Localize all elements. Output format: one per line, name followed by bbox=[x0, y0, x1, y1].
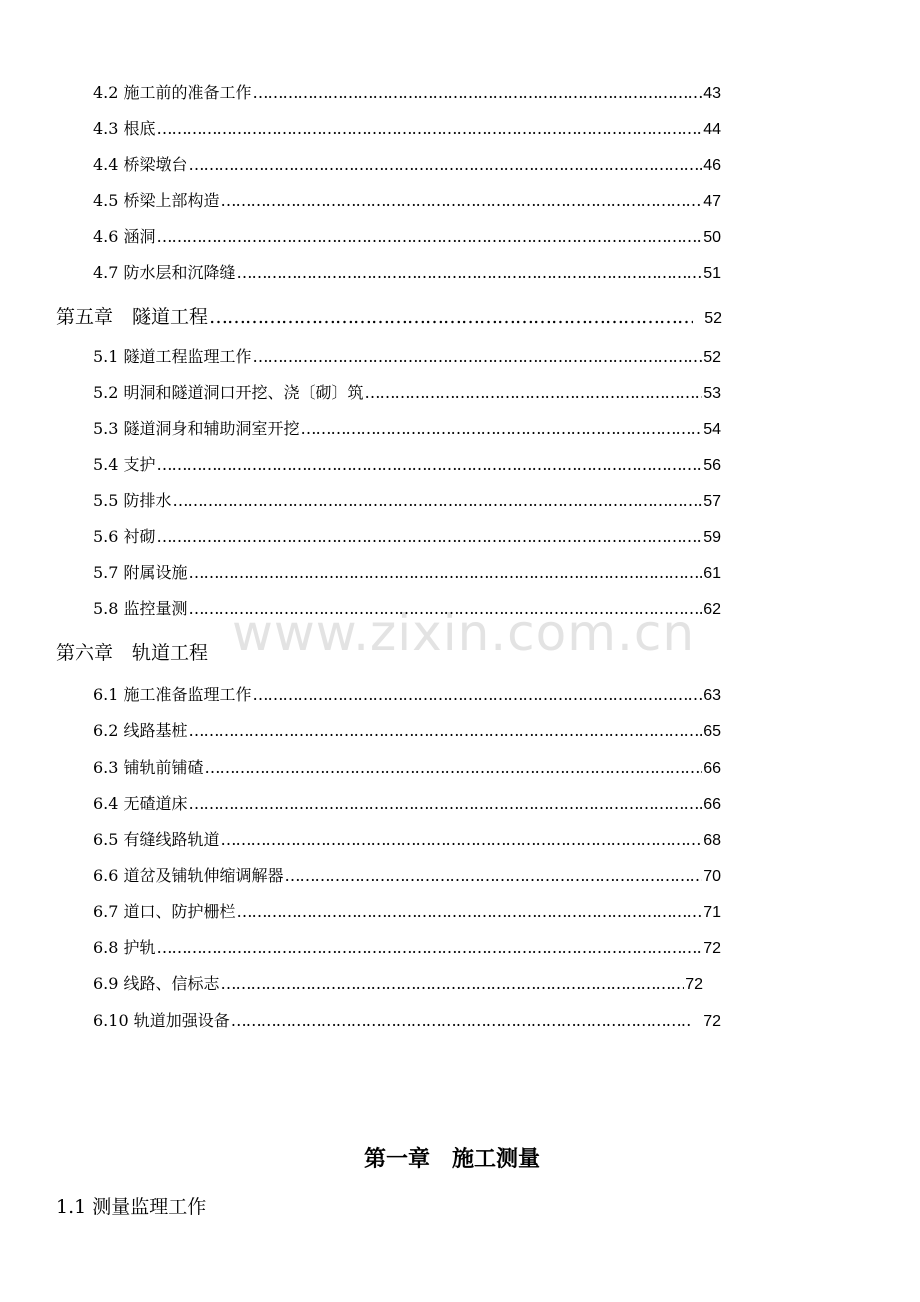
toc-entry-page: 51 bbox=[703, 265, 721, 282]
toc-entry-title: 6.5 有缝线路轨道 bbox=[93, 830, 220, 849]
dot-leader bbox=[253, 83, 703, 102]
toc-entry-page: 72 bbox=[703, 940, 721, 957]
toc-entry-title: 5.8 监控量测 bbox=[93, 599, 188, 618]
toc-entry[interactable] bbox=[93, 863, 721, 886]
dot-leader bbox=[285, 866, 703, 885]
toc-chapter-title: 第五章 隧道工程 bbox=[56, 306, 209, 328]
toc-entry[interactable] bbox=[93, 1008, 721, 1031]
toc-entry-title: 6.10 轨道加强设备 bbox=[93, 1011, 230, 1030]
dot-leader bbox=[209, 306, 693, 328]
toc-entry[interactable] bbox=[93, 416, 721, 439]
toc-entry-title: 5.4 支护 bbox=[93, 455, 156, 474]
dot-leader bbox=[189, 721, 703, 740]
chapter-heading: 第一章 施工测量 bbox=[363, 1146, 540, 1172]
dot-leader bbox=[237, 902, 703, 921]
dot-leader bbox=[189, 563, 703, 582]
toc-entry-title: 6.9 线路、信标志 bbox=[93, 974, 220, 993]
toc-entry-page: 71 bbox=[703, 904, 721, 921]
toc-entry-page: 61 bbox=[703, 565, 721, 582]
toc-entry-page: 59 bbox=[703, 529, 721, 546]
toc-entry-title: 5.6 衬砌 bbox=[93, 527, 156, 546]
toc-chapter-5[interactable] bbox=[56, 302, 722, 329]
toc-entry[interactable] bbox=[93, 488, 721, 511]
toc-entry-page: 56 bbox=[703, 457, 721, 474]
toc-entry[interactable] bbox=[93, 344, 721, 367]
toc-entry[interactable] bbox=[93, 755, 721, 778]
dot-leader bbox=[221, 191, 703, 210]
section-heading: 1.1 测量监理工作 bbox=[56, 1196, 207, 1218]
toc-entry-page: 53 bbox=[703, 385, 721, 402]
toc-entry-title: 4.6 涵洞 bbox=[93, 227, 156, 246]
toc-entry-page: 70 bbox=[703, 868, 721, 885]
toc-entry-title: 5.1 隧道工程监理工作 bbox=[93, 347, 252, 366]
toc-chapter-6[interactable]: 第六章 轨道工程 bbox=[56, 642, 209, 664]
dot-leader bbox=[253, 347, 703, 366]
toc-entry-page: 57 bbox=[703, 493, 721, 510]
toc-entry-page: 68 bbox=[703, 832, 721, 849]
toc-entry[interactable] bbox=[93, 560, 721, 583]
toc-entry[interactable] bbox=[93, 452, 721, 475]
dot-leader bbox=[237, 263, 703, 282]
toc-entry-page: 66 bbox=[703, 796, 721, 813]
dot-leader bbox=[157, 227, 703, 246]
toc-entry[interactable] bbox=[93, 380, 721, 403]
toc-entry-title: 6.4 无碴道床 bbox=[93, 794, 188, 813]
toc-entry-page: 52 bbox=[703, 349, 721, 366]
toc-entry-page: 47 bbox=[703, 193, 721, 210]
toc-entry[interactable] bbox=[93, 899, 721, 922]
toc-entry-page: 43 bbox=[703, 85, 721, 102]
dot-leader bbox=[157, 455, 703, 474]
toc-entry[interactable] bbox=[93, 116, 721, 139]
dot-leader bbox=[157, 938, 703, 957]
toc-entry[interactable] bbox=[93, 682, 721, 705]
toc-entry-page: 63 bbox=[703, 687, 721, 704]
toc-entry-title: 4.3 根底 bbox=[93, 119, 156, 138]
toc-entry-title: 5.3 隧道洞身和辅助洞室开挖 bbox=[93, 419, 300, 438]
dot-leader bbox=[189, 794, 703, 813]
toc-entry[interactable] bbox=[93, 188, 721, 211]
toc-entry[interactable] bbox=[93, 152, 721, 175]
toc-entry-title: 4.4 桥梁墩台 bbox=[93, 155, 188, 174]
dot-leader bbox=[253, 685, 703, 704]
toc-entry[interactable] bbox=[93, 935, 721, 958]
toc-entry-page: 44 bbox=[703, 121, 721, 138]
dot-leader bbox=[189, 155, 703, 174]
toc-entry-title: 6.1 施工准备监理工作 bbox=[93, 685, 252, 704]
dot-leader bbox=[189, 599, 703, 618]
toc-chapter-page: 52 bbox=[704, 310, 722, 327]
toc-entry[interactable] bbox=[93, 524, 721, 547]
toc-entry-page: 72 bbox=[703, 1013, 721, 1030]
toc-entry[interactable] bbox=[93, 827, 721, 850]
toc-entry[interactable] bbox=[93, 596, 721, 619]
toc-entry-title: 5.2 明洞和隧道洞口开挖、浇〔砌〕筑 bbox=[93, 383, 364, 402]
toc-entry[interactable] bbox=[93, 971, 703, 994]
dot-leader bbox=[205, 758, 703, 777]
toc-entry-title: 5.5 防排水 bbox=[93, 491, 172, 510]
toc-entry-page: 46 bbox=[703, 157, 721, 174]
toc-entry-title: 6.6 道岔及铺轨伸缩调解器 bbox=[93, 866, 284, 885]
toc-entry[interactable] bbox=[93, 224, 721, 247]
toc-entry-title: 6.2 线路基桩 bbox=[93, 721, 188, 740]
toc-entry-page: 50 bbox=[703, 229, 721, 246]
toc-entry[interactable] bbox=[93, 80, 721, 103]
toc-entry-page: 62 bbox=[703, 601, 721, 618]
toc-entry-title: 6.3 铺轨前铺碴 bbox=[93, 758, 204, 777]
toc-entry-title: 5.7 附属设施 bbox=[93, 563, 188, 582]
toc-entry[interactable] bbox=[93, 260, 721, 283]
watermark: www.zixin.com.cn bbox=[232, 604, 696, 662]
toc-entry-title: 4.2 施工前的准备工作 bbox=[93, 83, 252, 102]
toc-entry-page: 54 bbox=[703, 421, 721, 438]
toc-entry-title: 6.8 护轨 bbox=[93, 938, 156, 957]
dot-leader bbox=[231, 1011, 692, 1030]
toc-entry-title: 4.7 防水层和沉降缝 bbox=[93, 263, 236, 282]
toc-entry-page: 72 bbox=[685, 976, 703, 993]
dot-leader bbox=[221, 974, 685, 993]
dot-leader bbox=[157, 527, 703, 546]
toc-entry-page: 66 bbox=[703, 760, 721, 777]
toc-entry-title: 4.5 桥梁上部构造 bbox=[93, 191, 220, 210]
toc-entry[interactable] bbox=[93, 718, 721, 741]
dot-leader bbox=[157, 119, 703, 138]
toc-entry-page: 65 bbox=[703, 723, 721, 740]
dot-leader bbox=[301, 419, 703, 438]
toc-entry[interactable] bbox=[93, 791, 721, 814]
toc-entry-title: 6.7 道口、防护栅栏 bbox=[93, 902, 236, 921]
dot-leader bbox=[221, 830, 703, 849]
dot-leader bbox=[173, 491, 703, 510]
dot-leader bbox=[365, 383, 703, 402]
